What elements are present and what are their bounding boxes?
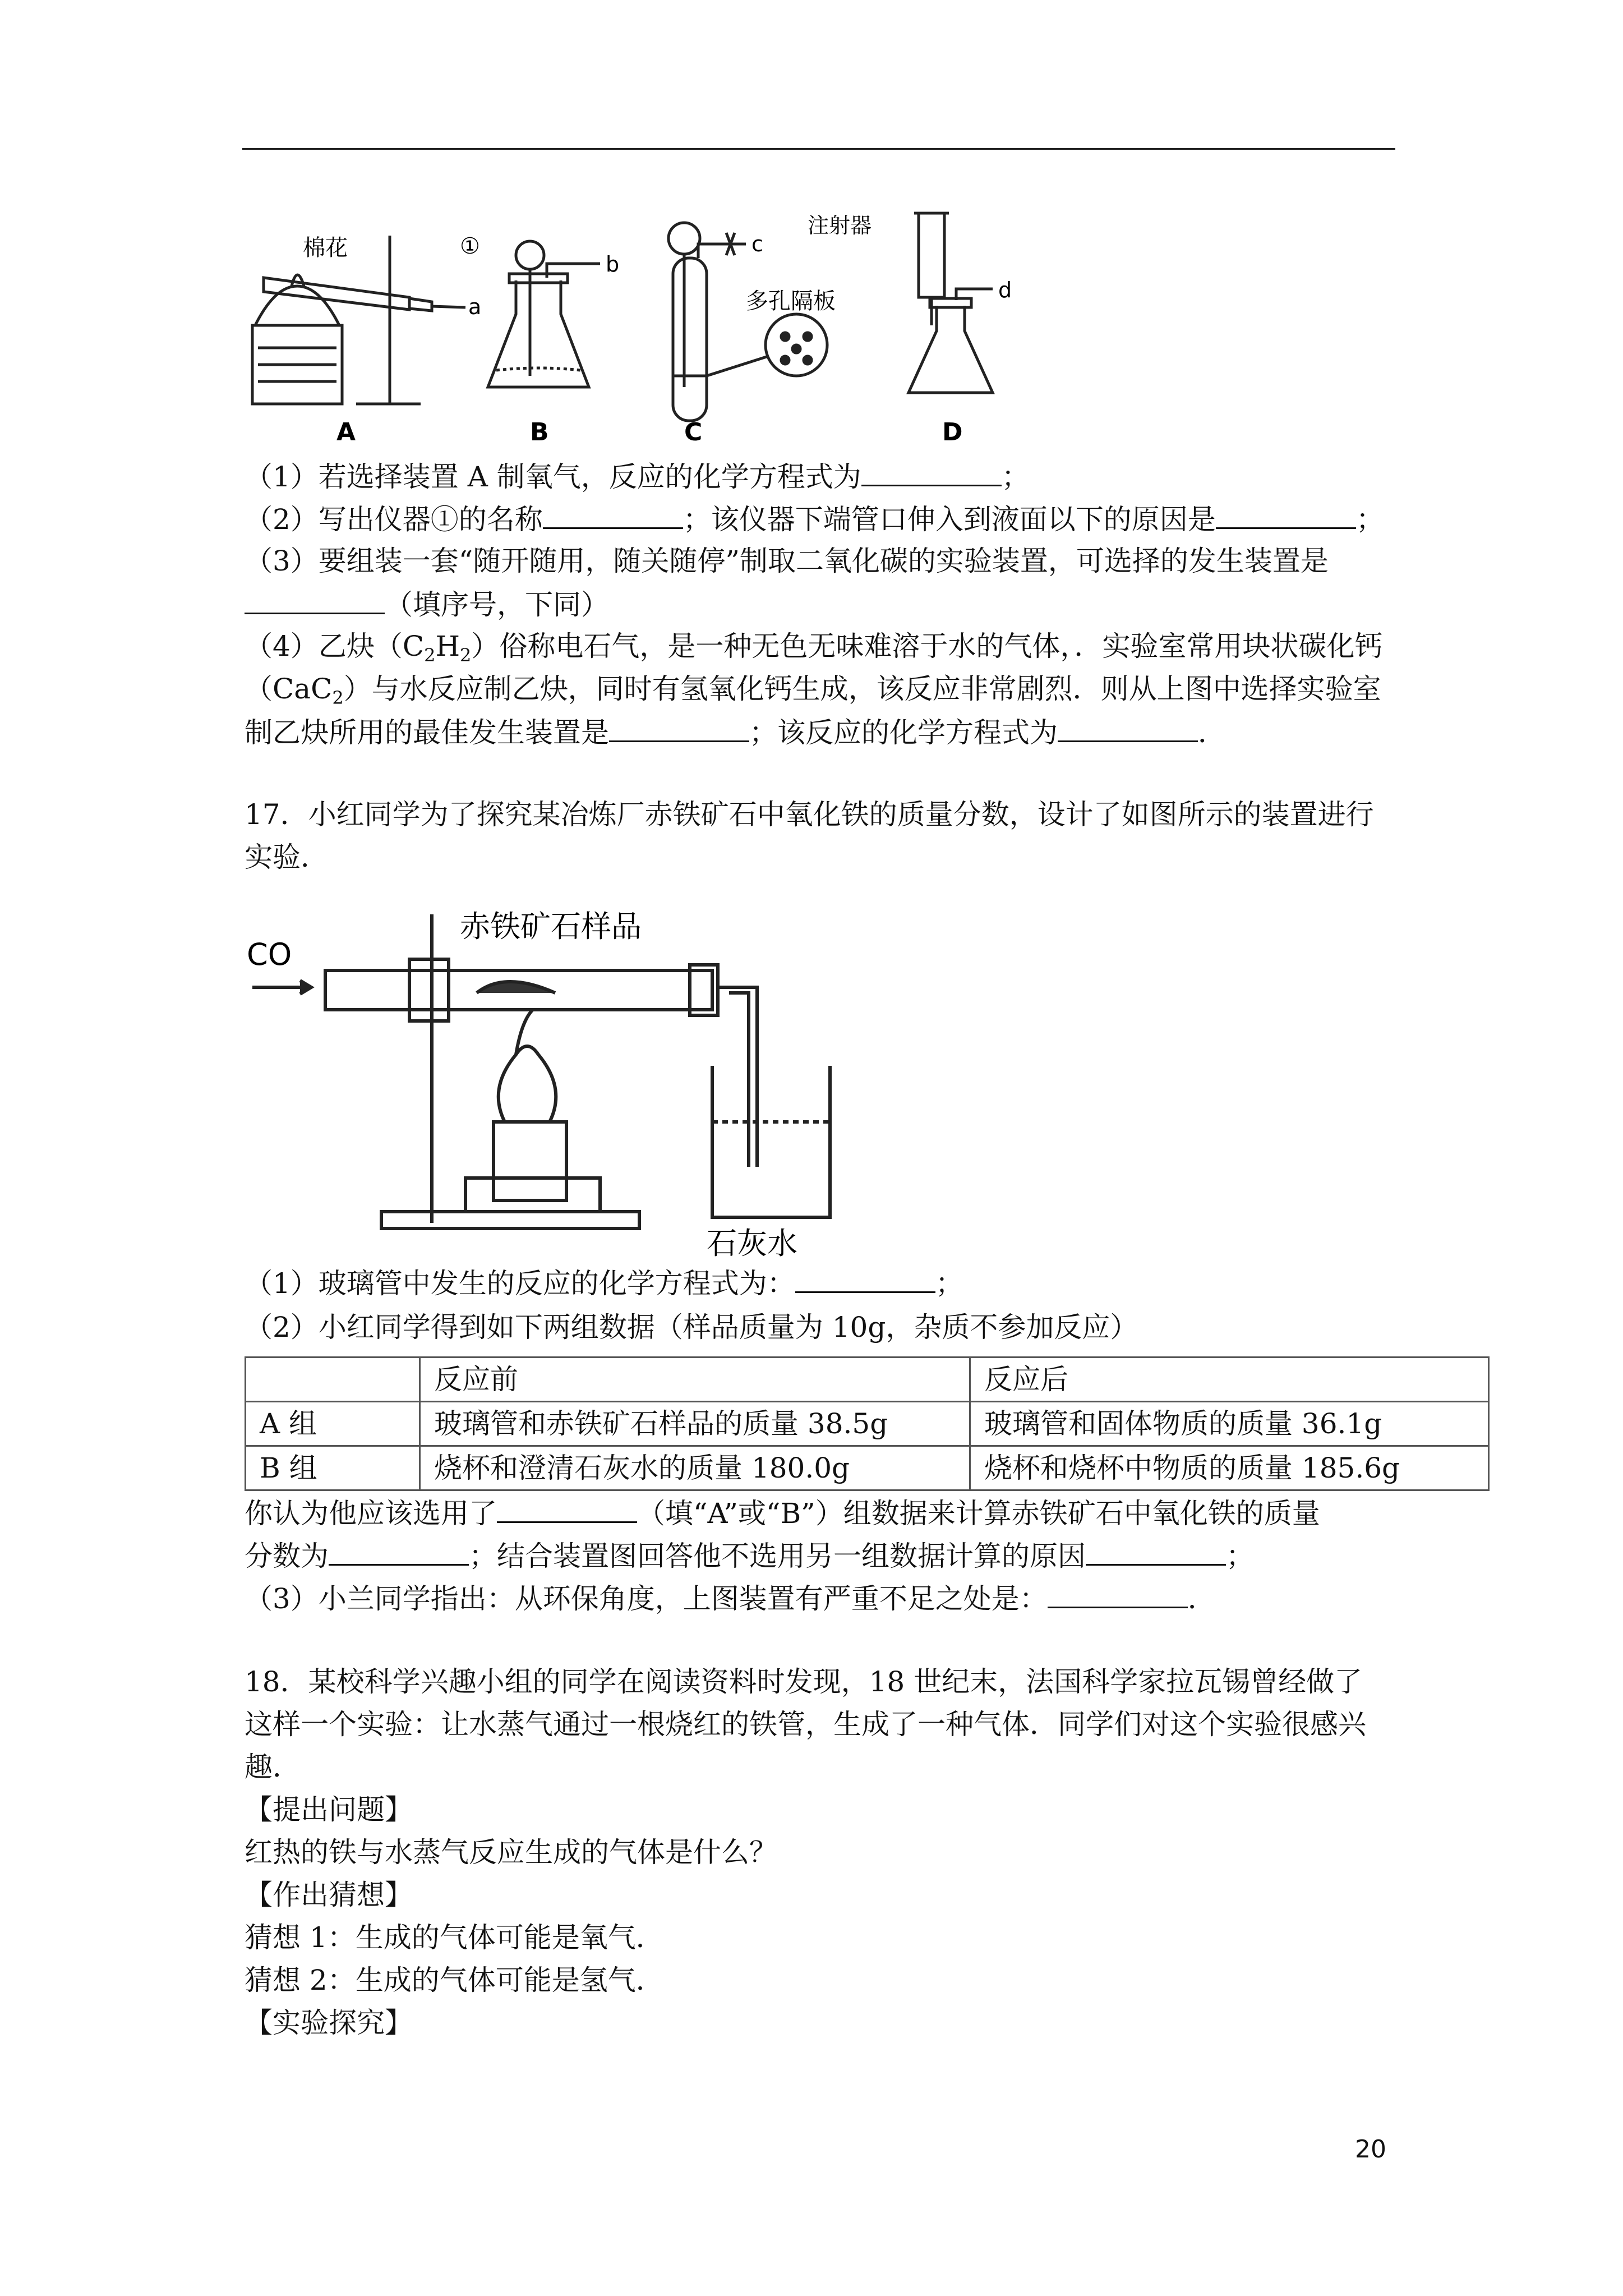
- ore-sample-label: 赤铁矿石样品: [460, 909, 642, 944]
- q16-part3: （3）要组装一套“随开随用，随关随停”制取二氧化碳的实验装置，可选择的发生装置是: [245, 545, 1329, 577]
- q17-after-table-2: 分数为 ；结合装置图回答他不选用另一组数据计算的原因 ；: [245, 1535, 1422, 1576]
- q18-intro: 18．某校科学兴趣小组的同学在阅读资料时发现，18 世纪末，法国科学家拉瓦锡曾经做了: [245, 1665, 1363, 1698]
- q17-part2: （2）小红同学得到如下两组数据（样品质量为 10g，杂质不参加反应）: [245, 1311, 1138, 1343]
- table-cell: 玻璃管和赤铁矿石样品的质量 38.5g: [420, 1402, 970, 1446]
- q18-heading-question: 【提出问题】: [245, 1793, 413, 1826]
- data-table: [245, 1356, 1490, 1491]
- table-cell: 烧杯和澄清石灰水的质量 180.0g: [420, 1446, 970, 1490]
- answer-blank[interactable]: [861, 455, 1002, 486]
- q18-guess-2: 猜想 2：生成的气体可能是氢气．: [245, 1964, 664, 1996]
- q16-part3-cont: （填序号，下同）: [245, 583, 1422, 625]
- q18-guess-1: 猜想 1：生成的气体可能是氧气．: [245, 1921, 664, 1954]
- co-label: CO: [247, 937, 292, 972]
- table-cell: 玻璃管和固体物质的质量 36.1g: [970, 1402, 1489, 1446]
- answer-blank[interactable]: [1086, 1535, 1226, 1566]
- answer-blank[interactable]: [245, 583, 385, 614]
- syringe-label: 注射器: [808, 213, 872, 238]
- q16-part4: （4）乙炔$(C_2H_2)$俗称电石气，是一种无色无味难溶于水的气体，．实验室常用块状碳化钙: [245, 630, 1383, 666]
- table-header-cell: [246, 1358, 420, 1402]
- table-row: [246, 1446, 1489, 1490]
- answer-blank[interactable]: [609, 711, 749, 742]
- answer-blank[interactable]: [795, 1262, 935, 1293]
- cotton-label: 棉花: [303, 235, 348, 261]
- port-d-label: d: [998, 278, 1012, 302]
- co-reduction-apparatus-figure: [241, 886, 858, 1257]
- apparatus-figure-abcd: [241, 202, 1071, 449]
- q18-intro-2: 这样一个实验：让水蒸气通过一根烧红的铁管，生成了一种气体．同学们对这个实验很感兴: [245, 1708, 1366, 1741]
- apparatus-label-d: D: [942, 418, 963, 447]
- q18-heading-experiment: 【实验探究】: [245, 2007, 413, 2039]
- table-header-row: [246, 1358, 1489, 1402]
- page-number: 20: [1355, 2135, 1386, 2164]
- answer-blank[interactable]: [543, 498, 683, 529]
- answer-blank[interactable]: [1058, 711, 1198, 742]
- answer-blank[interactable]: [1216, 498, 1356, 529]
- answer-blank[interactable]: [497, 1492, 637, 1523]
- answer-blank[interactable]: [329, 1535, 469, 1566]
- porous-plate-label: 多孔隔板: [746, 288, 836, 314]
- instrument-1-label: ①: [460, 233, 480, 259]
- q18-intro-3: 趣．: [245, 1751, 301, 1783]
- table-header-cell: 反应后: [970, 1358, 1489, 1402]
- port-c-label: c: [751, 232, 763, 256]
- q18-heading-guess: 【作出猜想】: [245, 1879, 413, 1911]
- table-header-cell: 反应前: [420, 1358, 970, 1402]
- q16-part1: （1）若选择装置 A 制氧气，反应的化学方程式为 ；: [245, 455, 1422, 497]
- apparatus-label-a: A: [336, 418, 356, 447]
- limewater-label: 石灰水: [707, 1226, 797, 1257]
- header-rule: [242, 148, 1395, 150]
- apparatus-label-b: B: [530, 418, 549, 447]
- table-row: [246, 1402, 1489, 1446]
- q16-part4-line2: （CaC$_2$）与水反应制乙炔，同时有氢氧化钙生成，该反应非常剧烈．则从上图中选择实验室: [245, 673, 1381, 708]
- q17-part1: （1）玻璃管中发生的反应的化学方程式为： ；: [245, 1262, 1422, 1304]
- table-cell: A 组: [246, 1402, 420, 1446]
- q18-question: 红热的铁与水蒸气反应生成的气体是什么？: [245, 1836, 777, 1869]
- port-b-label: b: [606, 252, 620, 277]
- q17-intro-cont: 实验．: [245, 841, 329, 873]
- q17-part3: （3）小兰同学指出：从环保角度，上图装置有严重不足之处是： ．: [245, 1577, 1422, 1619]
- q16-part2: （2）写出仪器①的名称 ；该仪器下端管口伸入到液面以下的原因是 ；: [245, 498, 1422, 540]
- port-a-label: a: [468, 295, 482, 319]
- q17-after-table: 你认为他应该选用了 （填“A”或“B”）组数据来计算赤铁矿石中氧化铁的质量: [245, 1492, 1422, 1534]
- q17-intro: 17．小红同学为了探究某冶炼厂赤铁矿石中氧化铁的质量分数，设计了如图所示的装置进行: [245, 798, 1374, 831]
- table-cell: B 组: [246, 1446, 420, 1490]
- table-cell: 烧杯和烧杯中物质的质量 185.6g: [970, 1446, 1489, 1490]
- q16-part4-line3: 制乙炔所用的最佳发生装置是 ；该反应的化学方程式为 ．: [245, 711, 1422, 753]
- answer-blank[interactable]: [1048, 1577, 1188, 1608]
- apparatus-label-c: C: [684, 418, 703, 447]
